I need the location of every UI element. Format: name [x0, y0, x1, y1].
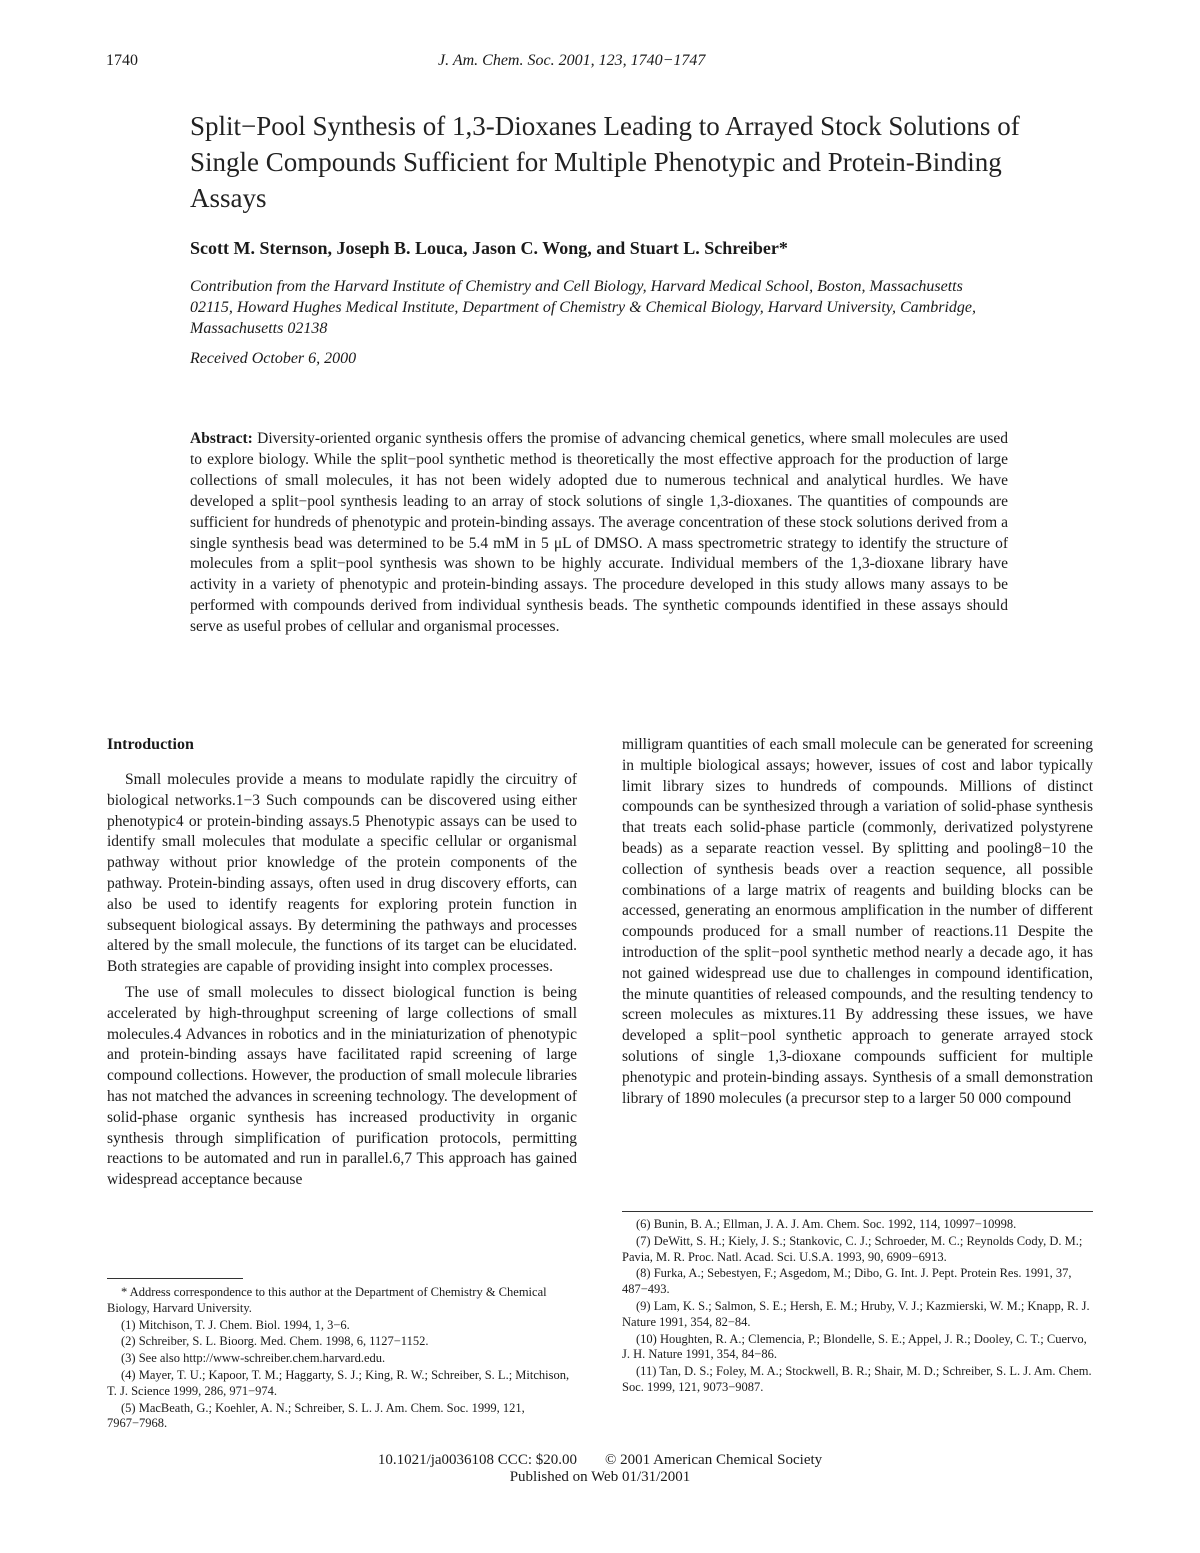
- footnotes-left: [107, 1285, 577, 1433]
- article-title: Split−Pool Synthesis of 1,3-Dioxanes Leading to Arrayed Stock Solutions of Single Compounds Sufficient for Multiple Phenotypic and Protein-Binding Assays: [190, 111, 1020, 213]
- abstract-text: Diversity-oriented organic synthesis offers the promise of advancing chemical genetics, where small molecules are used to explore biology. While the split−pool synthetic method is theoretically the most effective approach for the production of large collections of small molecules, it has not been widely adopted due to numerous technical and analytical hurdles. We have developed a split−pool synthesis leading to an array of stock solutions of single 1,3-dioxanes. The quantities of compounds are sufficient for hundreds of phenotypic and protein-binding assays. The average concentration of these stock solutions derived from a single synthesis bead was determined to be 5.4 mM in 5 μL of DMSO. A mass spectrometric strategy to identify the structure of molecules from a split−pool synthesis was shown to be highly accurate. Individual members of the 1,3-dioxane library have activity in a variety of phenotypic and protein-binding assays. The procedure developed in this study allows many assays to be performed with compounds derived from individual synthesis beads. The synthetic compounds identified in these assays should serve as useful probes of cellular and organismal processes.: [190, 430, 1008, 636]
- footnote: (5) MacBeath, G.; Koehler, A. N.; Schreiber, S. L. J. Am. Chem. Soc. 1999, 121, 7967−7968.: [107, 1400, 525, 1431]
- intro-paragraph-3: milligram quantities of each small molecule can be generated for screening in multiple biological assays; however, issues of cost and labor typically limit library sizes to hundreds of compounds. Millions of distinct compounds can be synthesized through a variation of solid-phase synthesis that treats each solid-phase particle (commonly, derivatized polystyrene beads) as a separate reaction vessel. By splitting and pooling8−10 the collection of synthesis beads over a reaction sequence, all possible combinations of a large matrix of reagents and building blocks can be accessed, generating an enormous amplification in the number of different compounds produced for a small number of reactions.11 Despite the introduction of the split−pool synthetic method nearly a decade ago, it has not gained widespread use due to challenges in compound identification, the minute quantities of released compounds, and the resulting tendency to screen molecules as mixtures.11 By addressing these issues, we have developed a split−pool synthetic approach to generate arrayed stock solutions of single 1,3-dioxane compounds sufficient for multiple phenotypic and protein-binding assays. Synthesis of a small demonstration library of 1890 molecules (a precursor step to a larger 50 000 compound: [622, 736, 1093, 1107]
- affiliation: Contribution from the Harvard Institute of Chemistry and Cell Biology, Harvard Medical School, Boston, Massachusetts 02115, Howard Hughes Medical Institute, Department of Chemistry & Chemical Biology, Harvard University, Cambridge, Massachusetts 02138: [190, 278, 976, 337]
- body-column-right: [622, 735, 1093, 1109]
- received-date: Received October 6, 2000: [190, 350, 357, 367]
- footnote: (9) Lam, K. S.; Salmon, S. E.; Hersh, E. M.; Hruby, V. J.; Kazmierski, W. M.; Knapp, R. J. Nature 1991, 354, 82−84.: [622, 1298, 1090, 1329]
- publication-date: Published on Web 01/31/2001: [509, 1469, 691, 1485]
- footnote-divider-right: [622, 1211, 1093, 1212]
- footnote: * Address correspondence to this author at the Department of Chemistry & Chemical Biology, Harvard University.: [107, 1285, 547, 1315]
- footnote-divider-left: [107, 1278, 243, 1279]
- footnote: (2) Schreiber, S. L. Bioorg. Med. Chem. 1998, 6, 1127−1152.: [121, 1334, 429, 1349]
- abstract-label: Abstract:: [190, 430, 253, 447]
- page-footer: [0, 1452, 1200, 1469]
- footnotes-right: [622, 1217, 1093, 1397]
- intro-paragraph-1: Small molecules provide a means to modulate rapidly the circuitry of biological networks.1−3 Such compounds can be discovered using either phenotypic4 or protein-binding assays.5 Phenotypic assays can be used to identify small molecules that modulate a specific cellular or organismal pathway without prior knowledge of the protein components of the pathway. Protein-binding assays, often used in drug discovery efforts, can also be used to identify reagents for exploring protein function in subsequent biological assays. By determining the pathways and processes altered by the small molecule, the functions of its target can be elucidated. Both strategies are capable of providing insight into complex processes.: [107, 771, 577, 976]
- footnote: (1) Mitchison, T. J. Chem. Biol. 1994, 1, 3−6.: [121, 1317, 350, 1332]
- footnote: (3) See also http://www-schreiber.chem.harvard.edu.: [121, 1351, 386, 1366]
- abstract: [190, 429, 1008, 638]
- footnote: (6) Bunin, B. A.; Ellman, J. A. J. Am. Chem. Soc. 1992, 114, 10997−10998.: [636, 1217, 1017, 1231]
- footnote: (11) Tan, D. S.; Foley, M. A.; Stockwell, B. R.; Shair, M. D.; Schreiber, S. L. J. Am. Chem. Soc. 1999, 121, 9073−9087.: [622, 1364, 1092, 1394]
- footnote: (8) Furka, A.; Sebestyen, F.; Asgedom, M.; Dibo, G. Int. J. Pept. Protein Res. 1991, 37, 487−493.: [622, 1266, 1072, 1297]
- section-heading-introduction: Introduction: [107, 736, 194, 753]
- footnote: (7) DeWitt, S. H.; Kiely, J. S.; Stankovic, C. J.; Schroeder, M. C.; Reynolds Cody, D. M.; Pavia, M. R. Proc. Natl. Acad. Sci. U.S.A. 1993, 90, 6909−6913.: [622, 1233, 1083, 1264]
- footnote: (4) Mayer, T. U.; Kapoor, T. M.; Haggarty, S. J.; King, R. W.; Schreiber, S. L.; Mitchison, T. J. Science 1999, 286, 971−974.: [107, 1367, 570, 1398]
- journal-reference: J. Am. Chem. Soc. 2001, 123, 1740−1747: [438, 52, 706, 69]
- author-list: Scott M. Sternson, Joseph B. Louca, Jason C. Wong, and Stuart L. Schreiber*: [190, 238, 788, 258]
- intro-paragraph-2: The use of small molecules to dissect biological function is being accelerated by high-throughput screening of large collections of small molecules.4 Advances in robotics and in the miniaturization of phenotypic and protein-binding assays have facilitated rapid screening of large compound collections. However, the production of small molecule libraries has not matched the advances in screening technology. The development of solid-phase organic synthesis has increased productivity in organic synthesis through simplification of purification protocols, permitting reactions to be automated and run in parallel.6,7 This approach has gained widespread acceptance because: [107, 983, 577, 1189]
- footnote: (10) Houghten, R. A.; Clemencia, P.; Blondelle, S. E.; Appel, J. R.; Dooley, C. T.; Cuervo, J. H. Nature 1991, 354, 84−86.: [622, 1331, 1087, 1362]
- copyright: © 2001 American Chemical Society: [605, 1452, 823, 1468]
- body-column-left: [107, 770, 577, 1191]
- page-number: 1740: [106, 52, 138, 69]
- doi-price: 10.1021/ja0036108 CCC: $20.00: [377, 1452, 577, 1468]
